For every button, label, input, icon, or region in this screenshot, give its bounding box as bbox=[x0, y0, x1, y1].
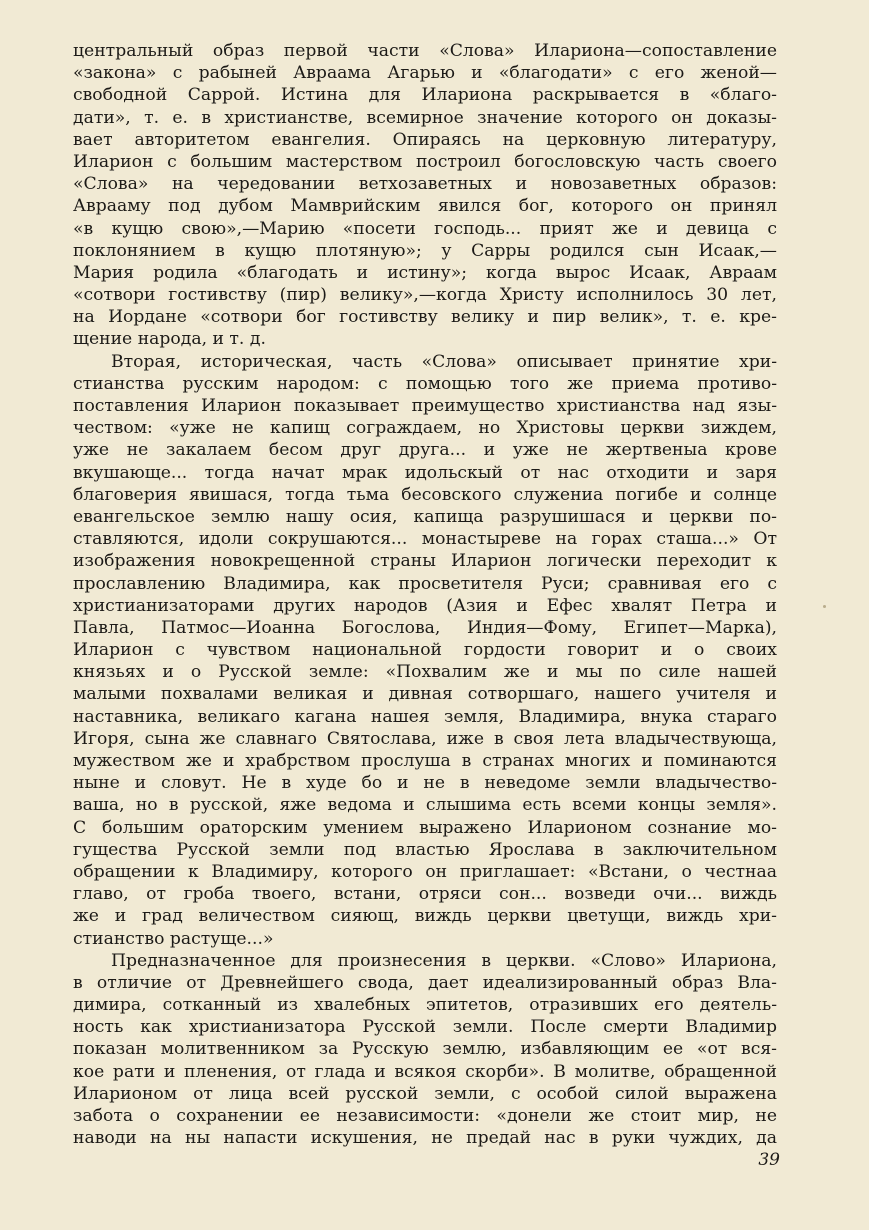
text-line: Аврааму под дубом Мамврийским явился бог, которого он принял bbox=[73, 196, 777, 217]
text-line: стианства русским народом: с помощью того же приема противо- bbox=[73, 373, 777, 394]
text-line: дати», т. е. в христианстве, всемирное значение которого он доказы- bbox=[73, 107, 777, 128]
text-line: обращении к Владимиру, которого он приглашает: «Встани, о честнаа bbox=[73, 861, 777, 882]
paper-speck bbox=[823, 605, 826, 608]
text-line: евангельское землю нашу осия, капища разрушишася и церкви по- bbox=[73, 506, 777, 527]
text-line: гущества Русской земли под властью Ярослава в заключительном bbox=[73, 839, 777, 860]
text-line: ваша, но в русской, яже ведома и слышима есть всеми концы земля». bbox=[73, 795, 777, 816]
text-line: показан молитвенником за Русскую землю, избавляющим ее «от вся- bbox=[73, 1039, 777, 1060]
text-line: ныне и словут. Не в худе бо и не в неведоме земли владычество- bbox=[73, 773, 777, 794]
text-line: Павла, Патмос—Иоанна Богослова, Индия—Фому, Египет—Марка), bbox=[73, 617, 777, 638]
paragraph-1 bbox=[73, 40, 777, 351]
text-line: «в кущю свою»,—Марию «посети господь... прият же и девица с bbox=[73, 218, 777, 239]
text-line: князьях и о Русской земле: «Похвалим же и мы по силе нашей bbox=[73, 662, 777, 683]
text-line: поклонянием в кущю плотяную»; у Сарры родился сын Исаак,— bbox=[73, 240, 777, 261]
text-line: щение народа, и т. д. bbox=[73, 329, 266, 350]
text-line: благоверия явишася, тогда тьма бесовского служениа погибе и солнце bbox=[73, 484, 777, 505]
text-line: димира, сотканный из хвалебных эпитетов, отразивших его деятель- bbox=[73, 995, 777, 1016]
text-line: малыми похвалами великая и дивная сотворшаго, нашего учителя и bbox=[73, 684, 777, 705]
text-line: главо, от гроба твоего, встани, отряси сон... возведи очи... виждь bbox=[73, 884, 777, 905]
text-line: прославлению Владимира, как просветителя Руси; сравнивая его с bbox=[73, 573, 777, 594]
text-line: С большим ораторским умением выражено Иларионом сознание мо- bbox=[73, 817, 777, 838]
body-text bbox=[73, 40, 777, 1149]
text-line: Игоря, сына же славнаго Святослава, иже в своя лета владычествующа, bbox=[73, 728, 777, 749]
text-line: Предназначенное для произнесения в церкви. «Слово» Илариона, bbox=[111, 950, 777, 971]
page-number: 39 bbox=[758, 1150, 780, 1170]
text-line: «сотвори гостивству (пир) велику»,—когда Христу исполнилось 30 лет, bbox=[73, 285, 777, 306]
text-line: кое рати и пленения, от глада и всякоя скорби». В молитве, обращенной bbox=[73, 1061, 777, 1082]
text-line: свободной Саррой. Истина для Илариона раскрывается в «благо- bbox=[73, 85, 777, 106]
text-line: забота о сохранении ее независимости: «донели же стоит мир, не bbox=[73, 1106, 777, 1126]
text-line: же и град величеством сияющ, виждь церкви цветущи, виждь хри- bbox=[73, 906, 777, 927]
paragraph-3 bbox=[73, 950, 777, 1150]
text-line: «закона» с рабыней Авраама Агарью и «благодати» с его женой— bbox=[73, 63, 777, 84]
text-line: стианство растуще...» bbox=[73, 928, 274, 949]
text-line: на Иордане «сотвори бог гостивству велику и пир велик», т. е. кре- bbox=[73, 307, 777, 328]
text-line: центральный образ первой части «Слова» Илариона—сопоставление bbox=[73, 41, 777, 61]
text-line: чеством: «уже не капищ сограждаем, но Христовы церкви зиждем, bbox=[73, 418, 777, 439]
text-line: ставляются, идоли сокрушаются... монастыреве на горах сташа...» От bbox=[73, 529, 777, 550]
text-line: в отличие от Древнейшего свода, дает идеализированный образ Вла- bbox=[73, 972, 777, 993]
text-line: Вторая, историческая, часть «Слова» описывает принятие хри- bbox=[111, 351, 777, 372]
text-line: Иларионом от лица всей русской земли, с особой силой выражена bbox=[73, 1083, 777, 1104]
text-line: Мария родила «благодать и истину»; когда вырос Исаак, Авраам bbox=[73, 262, 777, 283]
text-line: наводи на ны напасти искушения, не предай нас в руки чуждих, да bbox=[73, 1128, 777, 1149]
text-line: вает авторитетом евангелия. Опираясь на церковную литературу, bbox=[73, 129, 777, 150]
text-line: мужеством же и храбрством прослуша в странах многих и поминаются bbox=[73, 751, 777, 771]
text-line: Иларион с большим мастерством построил богословскую часть своего bbox=[73, 151, 777, 172]
text-line: изображения новокрещенной страны Иларион логически переходит к bbox=[73, 551, 777, 572]
text-line: Иларион с чувством национальной гордости говорит и о своих bbox=[73, 640, 777, 661]
text-line: уже не закалаем бесом друг друга... и уже не жертвеныа крове bbox=[73, 440, 777, 461]
text-line: вкушающе... тогда начат мрак идольскый от нас отходити и заря bbox=[73, 462, 777, 483]
text-line: ность как христианизатора Русской земли. После смерти Владимир bbox=[73, 1017, 777, 1038]
text-line: наставника, великаго кагана нашея земля, Владимира, внука стараго bbox=[73, 706, 777, 727]
text-line: христианизаторами других народов (Азия и Ефес хвалят Петра и bbox=[73, 595, 777, 616]
text-line: «Слова» на чередовании ветхозаветных и новозаветных образов: bbox=[73, 174, 777, 195]
text-line: поставления Иларион показывает преимущество христианства над язы- bbox=[73, 396, 777, 416]
paragraph-2 bbox=[73, 351, 777, 950]
